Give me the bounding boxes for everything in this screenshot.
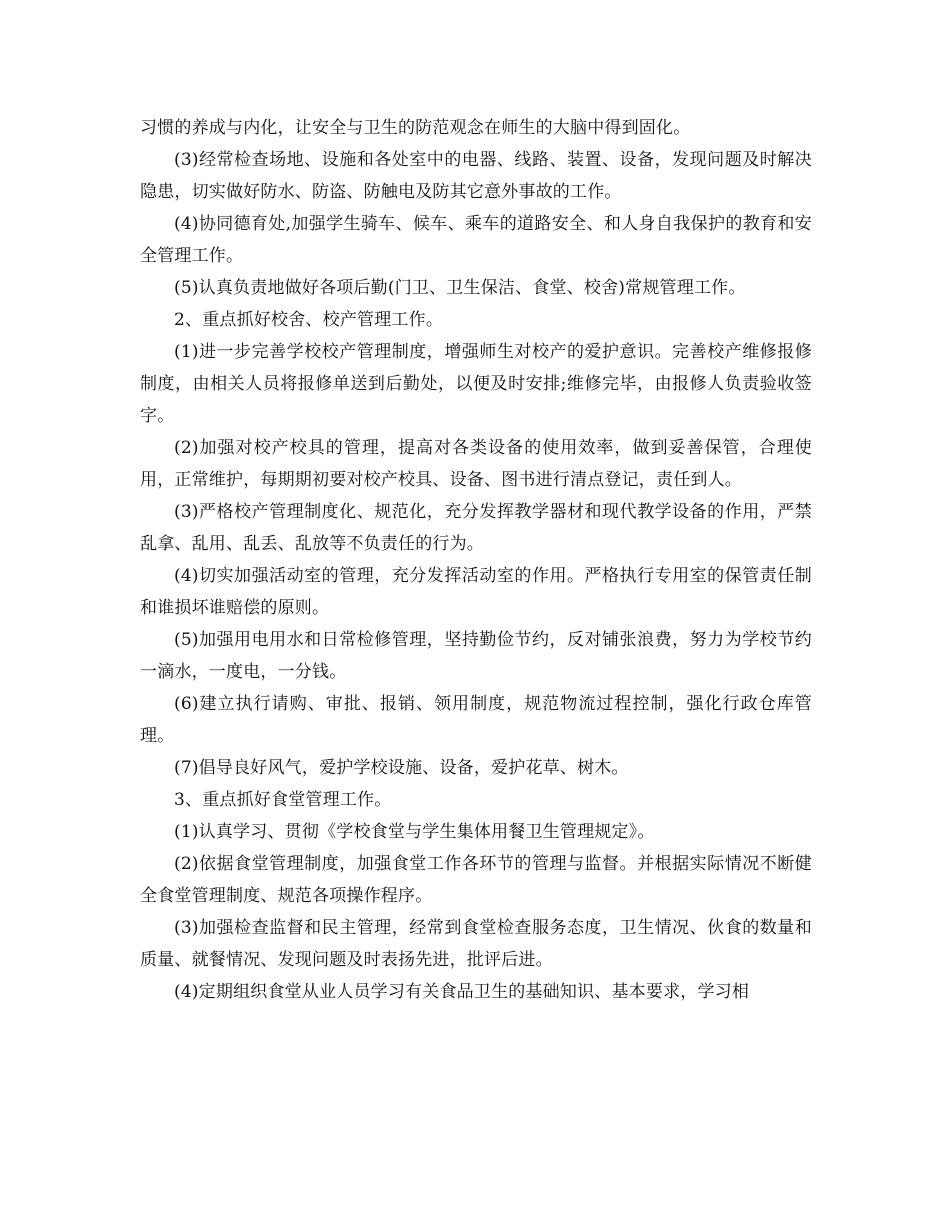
paragraph-12: (7)倡导良好风气，爱护学校设施、设备，爱护花草、树木。 — [174, 758, 629, 778]
paragraph-16: (3)加强检查监督和民主管理，经常到食堂检查服务态度，卫生情况、伙食的数量和质量、就餐情况、发现问题及时表扬先进，批评后进。 — [140, 918, 812, 970]
paragraph-11: (6)建立执行请购、审批、报销、领用制度，规范物流过程控制，强化行政仓库管理。 — [140, 694, 812, 746]
paragraph-7: (2)加强对校产校具的管理，提高对各类设备的使用效率，做到妥善保管，合理使用，正常维护，每期期初要对校产校具、设备、图书进行清点登记，责任到人。 — [140, 438, 812, 490]
paragraph-4: (5)认真负责地做好各项后勤(门卫、卫生保洁、食堂、校舍)常规管理工作。 — [174, 278, 746, 298]
paragraph-15: (2)依据食堂管理制度，加强食堂工作各环节的管理与监督。并根据实际情况不断健全食堂管理制度、规范各项操作程序。 — [140, 854, 812, 906]
paragraph-3: (4)协同德育处,加强学生骑车、候车、乘车的道路安全、和人身自我保护的教育和安全管理工作。 — [140, 214, 812, 266]
paragraph-2: (3)经常检查场地、设施和各处室中的电器、线路、装置、设备，发现问题及时解决隐患，切实做好防水、防盗、防触电及防其它意外事故的工作。 — [140, 150, 812, 202]
paragraph-1: 习惯的养成与内化，让安全与卫生的防范观念在师生的大脑中得到固化。 — [140, 118, 691, 138]
paragraph-5: 2、重点抓好校舍、校产管理工作。 — [174, 310, 444, 330]
paragraph-17: (4)定期组织食堂从业人员学习有关食品卫生的基础知识、基本要求，学习相 — [174, 982, 750, 1002]
paragraph-14: (1)认真学习、贯彻《学校食堂与学生集体用餐卫生管理规定》。 — [174, 822, 655, 842]
paragraph-8: (3)严格校产管理制度化、规范化，充分发挥教学器材和现代教学设备的作用，严禁乱拿、乱用、乱丢、乱放等不负责任的行为。 — [140, 502, 812, 554]
paragraph-10: (5)加强用电用水和日常检修管理，坚持勤俭节约，反对铺张浪费，努力为学校节约一滴水，一度电，一分钱。 — [140, 630, 812, 682]
paragraph-9: (4)切实加强活动室的管理，充分发挥活动室的作用。严格执行专用室的保管责任制和谁损坏谁赔偿的原则。 — [140, 566, 812, 618]
paragraph-6: (1)进一步完善学校校产管理制度，增强师生对校产的爱护意识。完善校产维修报修制度，由相关人员将报修单送到后勤处，以便及时安排;维修完毕，由报修人负责验收签字。 — [140, 342, 812, 426]
paragraph-13: 3、重点抓好食堂管理工作。 — [174, 790, 392, 810]
document-page — [140, 112, 812, 1008]
